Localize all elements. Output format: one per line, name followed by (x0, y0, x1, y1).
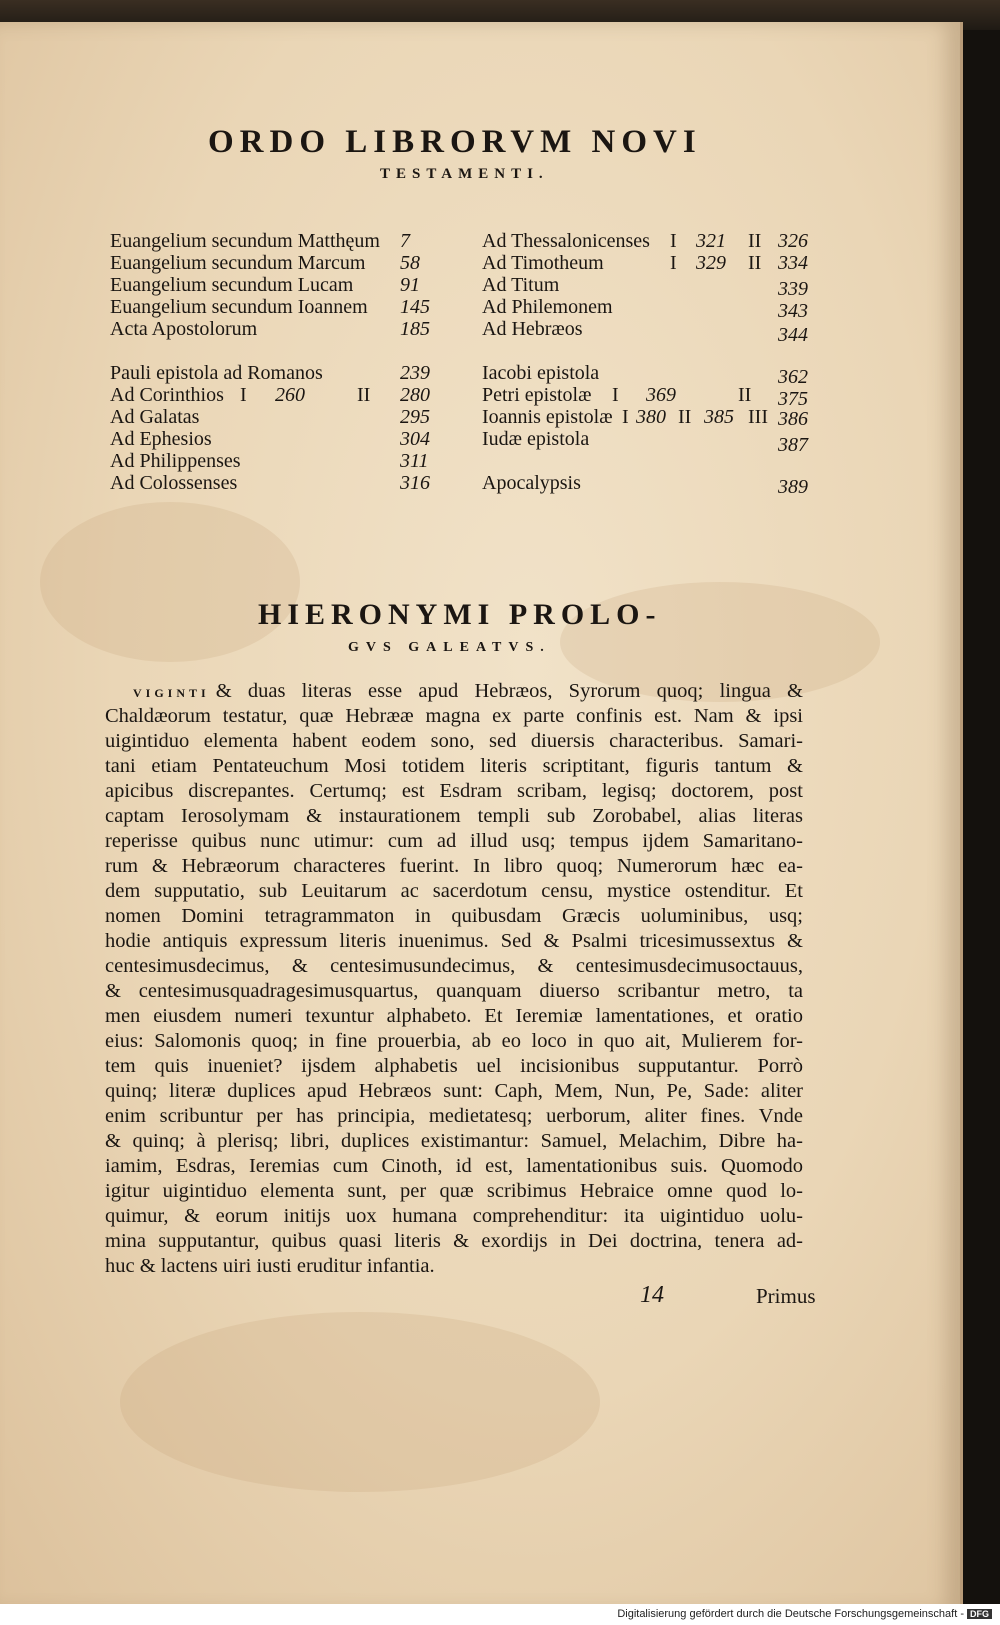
toc-entry-page: 58 (400, 252, 420, 274)
toc-entry-page: 362 (778, 366, 808, 388)
toc-entry-volume-page: 321 (696, 230, 726, 252)
toc-entry-page: 304 (400, 428, 430, 450)
toc-entry-page: 389 (778, 476, 808, 498)
prologue-line: & centesimusquadragesimusquartus, quanquam diuerso scribantur metro, ta (105, 980, 803, 1002)
dfg-logo: DFG (967, 1609, 992, 1619)
toc-entry-label: Ad Thessalonicenses (482, 230, 650, 252)
prologue-line: rum & Hebræorum characteres fuerint. In libro quoq; Numerorum hæc ea- (105, 855, 803, 877)
prologue-line: & duas literas esse apud Hebræos, Syrorum quoq; lingua & (215, 680, 803, 702)
toc-entry-page: 280 (400, 384, 430, 406)
toc-entry-page: 386 (778, 408, 808, 430)
prologue-line: hodie antiquis expressum literis inuenimus. Sed & Psalmi tricesimussextus & (105, 930, 803, 952)
prologue-line: huc & lactens uiri iusti eruditur infantia. (105, 1255, 435, 1277)
prologue-line: men eiusdem numeri texuntur alphabeto. Et Ieremiæ lamentationes, et oratio (105, 1005, 803, 1027)
toc-entry-label: Ad Colossenses (110, 472, 238, 494)
toc-entry-label: Ad Titum (482, 274, 560, 296)
toc-entry-page: 316 (400, 472, 430, 494)
signature-mark: 14 (640, 1282, 664, 1308)
toc-entry-volume: II (738, 384, 752, 406)
toc-entry-volume: I (612, 384, 619, 406)
prologue-line: quimur, & eorum initijs uox humana comprehenditur: ita uigintiduo uolu- (105, 1205, 803, 1227)
toc-entry-page: 239 (400, 362, 430, 384)
toc-entry-label: Ad Galatas (110, 406, 200, 428)
toc-entry-volume: I (670, 230, 677, 252)
toc-entry-page: 311 (400, 450, 429, 472)
prologue-line: mina supputantur, quibus quasi literis & exordijs in Dei doctrina, tenera ad- (105, 1230, 803, 1252)
prologue-line: dem supputatio, sub Leuitarum ac sacerdotum censu, mystice ostenditur. Et (105, 880, 803, 902)
toc-entry-volume: III (748, 406, 768, 428)
toc-entry-volume: I (670, 252, 677, 274)
prologue-line: igitur uigintiduo elementa sunt, per quæ scribimus Hebraice omne quod lo- (105, 1180, 803, 1202)
prologue-first-line (105, 680, 803, 703)
footer-text: Digitalisierung gefördert durch die Deutsche Forschungsgemeinschaft - (617, 1608, 964, 1620)
prologue-line: enim scribuntur per has principia, medietatesq; uerborum, aliter fines. Vnde (105, 1105, 803, 1127)
toc-entry-label: Petri epistolæ (482, 384, 592, 406)
prologue-line: Chaldæorum testatur, quæ Hebrææ magna ex parte confinis est. Nam & ipsi (105, 705, 803, 727)
page-subtitle: TESTAMENTI. (380, 166, 549, 182)
toc-entry-page: 145 (400, 296, 430, 318)
prologue-line: eius: Salomonis quoq; in fine prouerbia, ab eo loco in quo ait, Mulierem for- (105, 1030, 803, 1052)
toc-entry-label: Ioannis epistolæ (482, 406, 613, 428)
toc-entry-volume-page: 260 (275, 384, 305, 406)
digitization-footer (0, 1604, 1000, 1625)
drop-initial: VIGINTI (133, 686, 210, 700)
toc-entry-label: Ad Ephesios (110, 428, 212, 450)
prologue-line: captam Ierosolymam & instaurationem templi sub Zorobabel, alias literas (105, 805, 803, 827)
toc-entry-page: 91 (400, 274, 420, 296)
toc-entry-label: Euangelium secundum Lucam (110, 274, 354, 296)
toc-entry-label: Euangelium secundum Matthęum (110, 230, 380, 252)
toc-entry-page: 334 (778, 252, 808, 274)
toc-entry-page: 344 (778, 324, 808, 346)
book-page (0, 22, 963, 1612)
toc-entry-label: Euangelium secundum Marcum (110, 252, 366, 274)
toc-entry-volume: II (357, 384, 371, 406)
toc-entry-label: Acta Apostolorum (110, 318, 258, 340)
toc-entry-volume: I (622, 406, 629, 428)
toc-entry-page: 185 (400, 318, 430, 340)
prologue-line: quinq; literæ duplices apud Hebræos sunt: Caph, Mem, Nun, Pe, Sade: aliter (105, 1080, 803, 1102)
prologue-line: tani etiam Pentateuchum Mosi totidem literis scriptitant, figuris tantum & (105, 755, 803, 777)
toc-entry-volume: II (678, 406, 692, 428)
toc-entry-volume: II (748, 230, 762, 252)
prologue-line: reperisse quibus nunc utimur: cum ad illud usq; tempus ijdem Samaritano- (105, 830, 803, 852)
prologue-title: HIERONYMI PROLO- (258, 598, 662, 631)
toc-entry-volume: I (240, 384, 247, 406)
toc-entry-page: 387 (778, 434, 808, 456)
toc-entry-volume-page: 369 (646, 384, 676, 406)
toc-entry-page: 326 (778, 230, 808, 252)
prologue-line: & quinq; à plerisq; libri, duplices existimantur: Samuel, Melachim, Dibre ha- (105, 1130, 803, 1152)
page-title: ORDO LIBRORVM NOVI (208, 124, 702, 160)
toc-entry-label: Euangelium secundum Ioannem (110, 296, 368, 318)
toc-entry-page: 295 (400, 406, 430, 428)
prologue-line: iamim, Esdras, Ieremias cum Cinoth, id est, lamentationibus suis. Quomodo (105, 1155, 803, 1177)
paper-stain (120, 1312, 600, 1492)
toc-entry-label: Ad Hebræos (482, 318, 583, 340)
toc-entry-label: Iacobi epistola (482, 362, 600, 384)
toc-entry-label: Ad Corinthios (110, 384, 224, 406)
prologue-subtitle: GVS GALEATVS. (348, 640, 551, 655)
toc-entry-page: 7 (400, 230, 410, 252)
toc-entry-page: 375 (778, 388, 808, 410)
toc-entry-volume: II (748, 252, 762, 274)
catchword: Primus (756, 1284, 816, 1308)
prologue-line: uigintiduo elementa habent eodem sono, sed diuersis characteribus. Samari- (105, 730, 803, 752)
toc-entry-volume-page: 380 (636, 406, 666, 428)
toc-entry-volume-page: 385 (704, 406, 734, 428)
toc-entry-label: Iudæ epistola (482, 428, 590, 450)
toc-entry-page: 339 (778, 278, 808, 300)
toc-entry-label: Ad Timotheum (482, 252, 604, 274)
toc-entry-label: Apocalypsis (482, 472, 581, 494)
prologue-line: apicibus discrepantes. Certumq; est Esdram scribam, legisq; doctorem, post (105, 780, 803, 802)
paper-stain (40, 502, 300, 662)
toc-entry-label: Ad Philemonem (482, 296, 613, 318)
toc-entry-page: 343 (778, 300, 808, 322)
prologue-line: centesimusdecimus, & centesimusundecimus, & centesimusdecimusoctauus, (105, 955, 803, 977)
toc-entry-label: Pauli epistola ad Romanos (110, 362, 323, 384)
toc-entry-label: Ad Philippenses (110, 450, 241, 472)
prologue-line: tem quis inueniet? ijsdem alphabetis uel incisionibus supputantur. Porrò (105, 1055, 803, 1077)
toc-entry-volume-page: 329 (696, 252, 726, 274)
prologue-line: nomen Domini tetragrammaton in quibusdam Græcis uoluminibus, usq; (105, 905, 803, 927)
